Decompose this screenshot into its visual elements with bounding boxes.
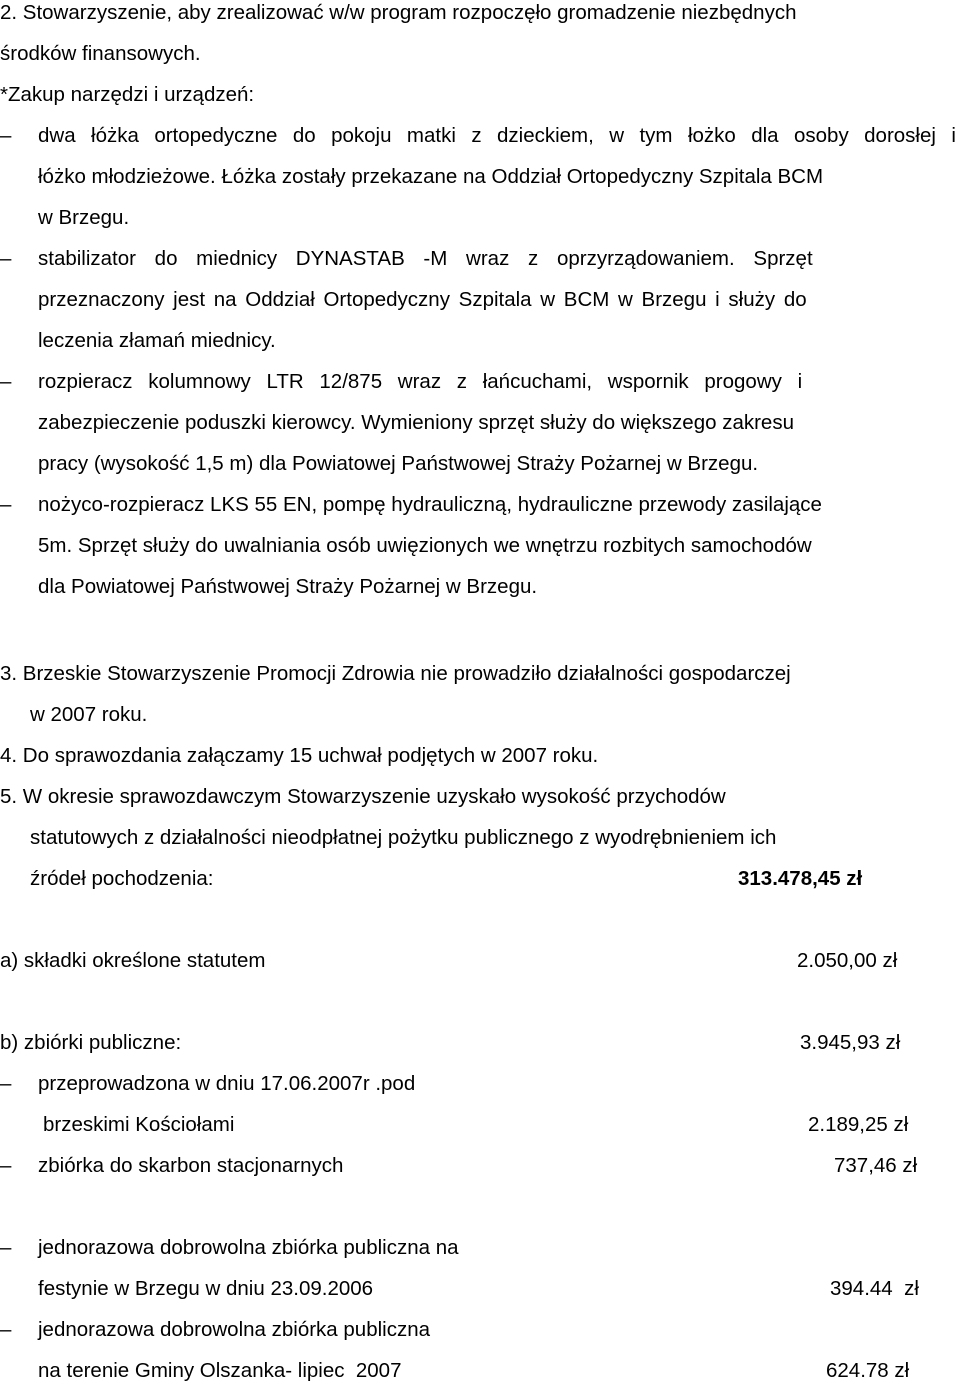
income-b1-line-2: brzeskimi Kościołami (43, 1113, 235, 1136)
item-3-line-1: rozpieracz kolumnowy LTR 12/875 wraz z łańcuchami, wspornik progowy i (38, 370, 803, 393)
bullet-dash: – (0, 493, 12, 516)
income-b2-label: zbiórka do skarbon stacjonarnych (38, 1154, 344, 1177)
income-b4-line-1: jednorazowa dobrowolna zbiórka publiczna (38, 1318, 431, 1341)
bullet-dash: – (0, 247, 12, 270)
income-b1-amount: 2.189,25 zł (808, 1113, 909, 1136)
item-4-line-3: dla Powiatowej Państwowej Straży Pożarnej w Brzegu. (38, 575, 538, 598)
item-4-line-2: 5m. Sprzęt służy do uwalniania osób uwięzionych we wnętrzu rozbitych samochodów (38, 534, 812, 557)
section-2-intro-line-1: 2. Stowarzyszenie, aby zrealizować w/w program rozpoczęło gromadzenie niezbędnych (0, 1, 797, 24)
section-5-line-3: źródeł pochodzenia: (30, 867, 214, 890)
income-b-amount: 3.945,93 zł (800, 1031, 901, 1054)
total-income-amount: 313.478,45 zł (738, 867, 863, 890)
bullet-dash: – (0, 124, 12, 147)
section-3-line-1: 3. Brzeskie Stowarzyszenie Promocji Zdrowia nie prowadziło działalności gospodarczej (0, 662, 791, 685)
income-b2-amount: 737,46 zł (834, 1154, 918, 1177)
income-b4-line-2: na terenie Gminy Olszanka- lipiec 2007 (38, 1359, 402, 1382)
income-b3-line-1: jednorazowa dobrowolna zbiórka publiczna na (38, 1236, 459, 1259)
income-b3-amount: 394.44 zł (830, 1277, 919, 1300)
income-b3-line-2: festynie w Brzegu w dniu 23.09.2006 (38, 1277, 374, 1300)
income-a-amount: 2.050,00 zł (797, 949, 898, 972)
section-5-line-1: 5. W okresie sprawozdawczym Stowarzyszenie uzyskało wysokość przychodów (0, 785, 726, 808)
item-2-line-2: przeznaczony jest na Oddział Ortopedyczny Szpitala w BCM w Brzegu i służy do (38, 288, 807, 311)
income-b4-amount: 624.78 zł (826, 1359, 910, 1382)
income-a-label: a) składki określone statutem (0, 949, 266, 972)
section-2-intro-line-2: środków finansowych. (0, 42, 201, 65)
item-2-line-1: stabilizator do miednicy DYNASTAB -M wraz z oprzyrządowaniem. Sprzęt (38, 247, 813, 270)
bullet-dash: – (0, 1318, 12, 1341)
item-4-line-1: nożyco-rozpieracz LKS 55 EN, pompę hydrauliczną, hydrauliczne przewody zasilające (38, 493, 822, 516)
income-b-label: b) zbiórki publiczne: (0, 1031, 182, 1054)
item-1-line-2: łóżko młodzieżowe. Łóżka zostały przekazane na Oddział Ortopedyczny Szpitala BCM (38, 165, 824, 188)
item-3-line-2: zabezpieczenie poduszki kierowcy. Wymieniony sprzęt służy do większego zakresu (38, 411, 794, 434)
item-2-line-3: leczenia złamań miednicy. (38, 329, 276, 352)
purchases-heading: *Zakup narzędzi i urządzeń: (0, 83, 255, 106)
bullet-dash: – (0, 1236, 12, 1259)
item-1-line-1: dwa łóżka ortopedyczne do pokoju matki z dzieckiem, w tym łożko dla osoby dorosłej i (38, 124, 956, 147)
income-b1-line-1: przeprowadzona w dniu 17.06.2007r .pod (38, 1072, 416, 1095)
section-4-line-1: 4. Do sprawozdania załączamy 15 uchwał podjętych w 2007 roku. (0, 744, 599, 767)
bullet-dash: – (0, 1154, 12, 1177)
item-1-line-3: w Brzegu. (38, 206, 130, 229)
bullet-dash: – (0, 370, 12, 393)
section-5-line-2: statutowych z działalności nieodpłatnej pożytku publicznego z wyodrębnieniem ich (30, 826, 777, 849)
item-3-line-3: pracy (wysokość 1,5 m) dla Powiatowej Państwowej Straży Pożarnej w Brzegu. (38, 452, 759, 475)
section-3-line-2: w 2007 roku. (30, 703, 148, 726)
bullet-dash: – (0, 1072, 12, 1095)
